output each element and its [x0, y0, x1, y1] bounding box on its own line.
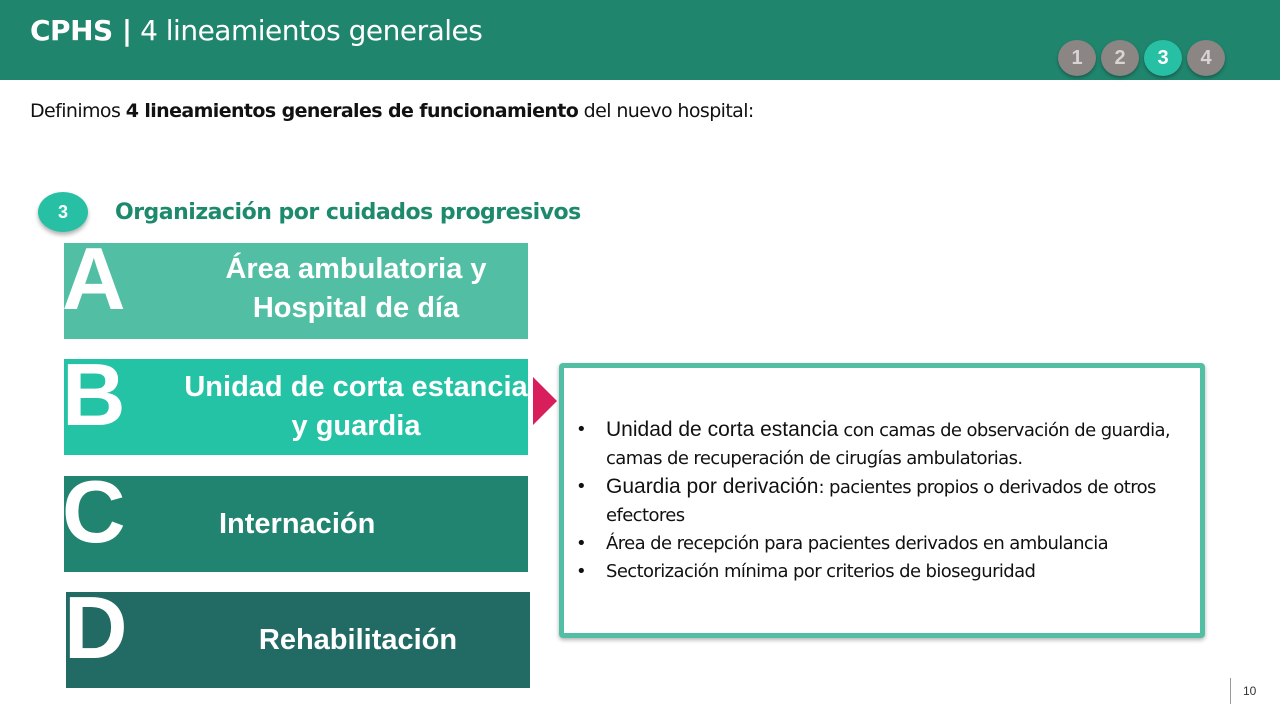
list-item	[576, 530, 1180, 558]
card-label: Área ambulatoria y Hospital de día	[225, 253, 487, 324]
list-item	[576, 473, 1180, 530]
step-2[interactable]: 2	[1101, 40, 1139, 76]
card-c	[62, 462, 528, 572]
bullet-lead: Guardia por derivación	[606, 475, 819, 498]
list-item	[576, 416, 1180, 473]
page-number: 10	[1230, 678, 1256, 704]
step-1[interactable]: 1	[1058, 40, 1096, 76]
intro-prefix: Definimos	[30, 100, 126, 122]
bullet-text: : pacientes propios o derivados de otros efectores	[606, 477, 1156, 526]
card-a	[62, 229, 528, 339]
bullet-text: Área de recepción para pacientes derivados en ambulancia	[606, 533, 1109, 554]
brand: CPHS |	[30, 14, 132, 47]
card-label: Unidad de corta estancia y guardia	[184, 371, 528, 442]
step-4[interactable]: 4	[1187, 40, 1225, 76]
card-letter: D	[64, 578, 128, 677]
section-number-badge: 3	[38, 192, 88, 232]
card-b	[62, 345, 528, 455]
intro-suffix: del nuevo hospital:	[578, 100, 754, 122]
detail-list	[576, 416, 1180, 586]
intro-text	[30, 100, 754, 122]
header-bar	[0, 0, 1280, 80]
card-label: Rehabilitación	[258, 623, 458, 656]
card-d	[64, 578, 530, 688]
card-letter: B	[62, 345, 126, 444]
section-title: Organización por cuidados progresivos	[115, 200, 581, 225]
card-label: Internación	[219, 507, 376, 540]
pointer-arrow-icon	[533, 377, 557, 425]
bullet-text: con camas de observación de guardia, camas de recuperación de cirugías ambulatorias.	[606, 420, 1171, 469]
detail-box	[559, 363, 1205, 638]
slide-title	[30, 14, 482, 47]
step-indicator	[1058, 40, 1225, 76]
bullet-text: Sectorización mínima por criterios de bioseguridad	[606, 561, 1036, 582]
card-letter: A	[62, 229, 126, 328]
bullet-lead: Unidad de corta estancia	[606, 418, 839, 441]
step-3-active[interactable]: 3	[1144, 40, 1182, 76]
intro-bold: 4 lineamientos generales de funcionamiento	[125, 100, 579, 122]
card-letter: C	[62, 462, 126, 561]
title-text: 4 lineamientos generales	[140, 14, 483, 47]
list-item	[576, 558, 1180, 586]
